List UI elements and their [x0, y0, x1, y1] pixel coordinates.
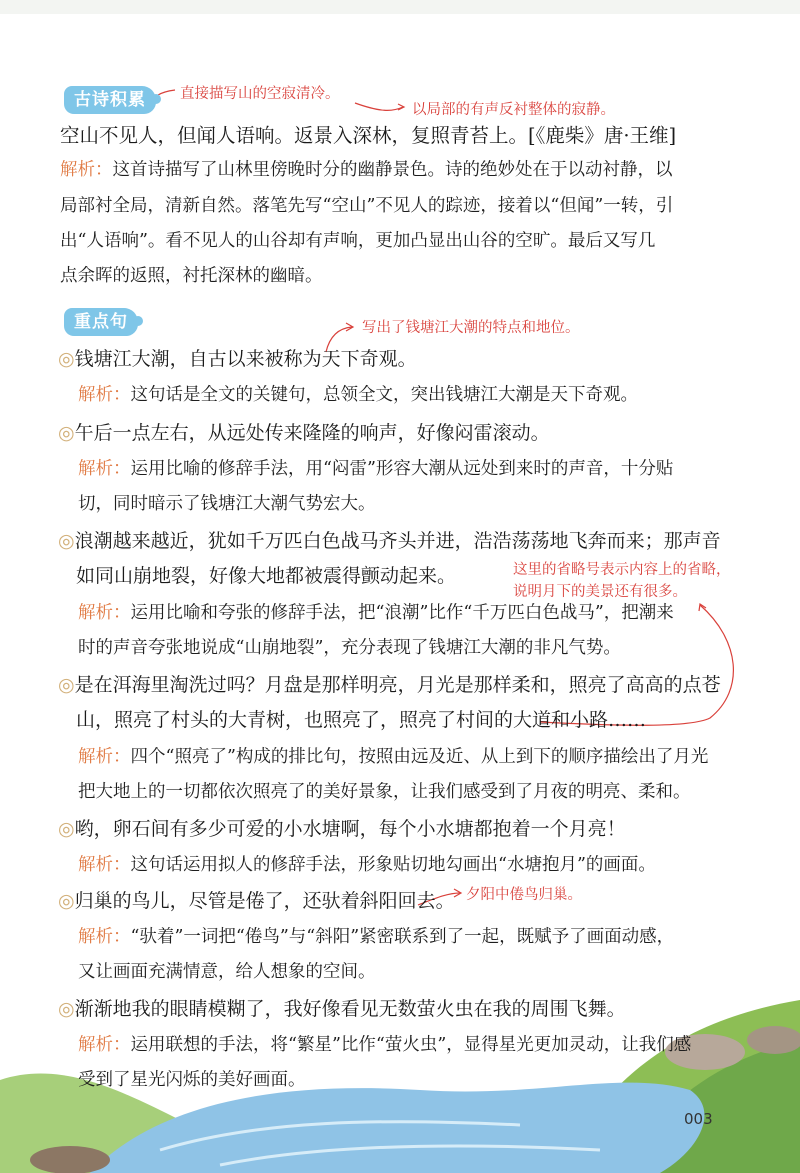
- poem-analysis-line: 出“人语响”。看不见人的山谷却有声响，更加凸显出山谷的空旷。最后又写几: [60, 231, 656, 251]
- poem-analysis-line: 解析：这首诗描写了山林里傍晚时分的幽静景色。诗的绝妙处在于以动衬静，以: [60, 160, 673, 180]
- rock-left: [30, 1146, 110, 1173]
- key-sentence: ◎钱塘江大潮，自古以来被称为天下奇观。: [58, 348, 417, 370]
- page-number: 003: [684, 1110, 713, 1128]
- sentence-analysis-line: 解析：运用比喻和夸张的修辞手法，把“浪潮”比作“千万匹白色战马”，把潮来: [78, 603, 674, 623]
- section-badge-poem: 古诗积累: [64, 86, 156, 114]
- key-sentence: ◎渐渐地我的眼睛模糊了，我好像看见无数萤火虫在我的周围飞舞。: [58, 998, 626, 1020]
- poem-analysis-line: 点余晖的返照，衬托深林的幽暗。: [60, 266, 323, 286]
- analysis-label: 解析：: [60, 160, 113, 180]
- sentence-analysis-line: 解析：运用比喻的修辞手法，用“闷雷”形容大潮从远处到来时的声音，十分贴: [78, 459, 674, 479]
- sentence-analysis-line: 解析：这句话运用拟人的修辞手法，形象贴切地勾画出“水塘抱月”的画面。: [78, 855, 656, 875]
- sentence-analysis-line: 又让画面充满情意，给人想象的空间。: [78, 962, 376, 982]
- key-sentence: ◎哟，卵石间有多少可爱的小水塘啊，每个小水塘都抱着一个月亮！: [58, 818, 626, 840]
- annotation-ellipsis-1: 这里的省略号表示内容上的省略，: [513, 562, 731, 578]
- sentence-analysis-line: 受到了星光闪烁的美好画面。: [78, 1070, 306, 1090]
- sentence-analysis-line: 解析：这句话是全文的关键句，总领全文，突出钱塘江大潮是天下奇观。: [78, 385, 638, 405]
- section-badge-key-sentences: 重点句: [64, 308, 138, 336]
- annotation-sentence-1: 写出了钱塘江大潮的特点和地位。: [362, 320, 580, 336]
- poem-analysis-line: 局部衬全局，清新自然。落笔先写“空山”不见人的踪迹，接着以“但闻”一转，引: [60, 196, 674, 216]
- poem-text: 空山不见人，但闻人语响。返景入深林，复照青苔上。[《鹿柴》唐·王维]: [60, 124, 677, 147]
- annotation-arrow-2: [355, 103, 403, 110]
- sentence-analysis-line: 时的声音夸张地说成“山崩地裂”，充分表现了钱塘江大潮的非凡气势。: [78, 638, 621, 658]
- sentence-analysis-line: 解析：“驮着”一词把“倦鸟”与“斜阳”紧密联系到了一起，既赋予了画面动感，: [78, 927, 675, 947]
- annotation-bird: 夕阳中倦鸟归巢。: [466, 887, 582, 903]
- key-sentence-cont: 山，照亮了村头的大青树，也照亮了，照亮了村间的大道和小路……: [76, 709, 647, 731]
- sentence-analysis-line: 把大地上的一切都依次照亮了的美好景象，让我们感受到了月夜的明亮、柔和。: [78, 782, 691, 802]
- annotation-poem-2: 以局部的有声反衬整体的寂静。: [412, 102, 615, 118]
- sentence-analysis-line: 切，同时暗示了钱塘江大潮气势宏大。: [78, 494, 376, 514]
- sentence-analysis-line: 解析：运用联想的手法，将“繁星”比作“萤火虫”，显得星光更加灵动，让我们感: [78, 1035, 692, 1055]
- key-sentence: ◎午后一点左右，从远处传来隆隆的响声，好像闷雷滚动。: [58, 422, 550, 444]
- annotation-ellipsis-2: 说明月下的美景还有很多。: [513, 584, 687, 600]
- key-sentence: ◎是在洱海里淘洗过吗？月盘是那样明亮，月光是那样柔和，照亮了高高的点苍: [58, 674, 721, 696]
- key-sentence: ◎归巢的鸟儿，尽管是倦了，还驮着斜阳回去。: [58, 890, 455, 912]
- water: [90, 1083, 704, 1173]
- key-sentence: ◎浪潮越来越近，犹如千万匹白色战马齐头并进，浩浩荡荡地飞奔而来；那声音: [58, 530, 721, 552]
- key-sentence-cont: 如同山崩地裂，好像大地都被震得颤动起来。: [76, 565, 457, 587]
- sentence-analysis-line: 解析：四个“照亮了”构成的排比句，按照由远及近、从上到下的顺序描绘出了月光: [78, 747, 709, 767]
- annotation-poem-1: 直接描写山的空寂清冷。: [180, 86, 340, 102]
